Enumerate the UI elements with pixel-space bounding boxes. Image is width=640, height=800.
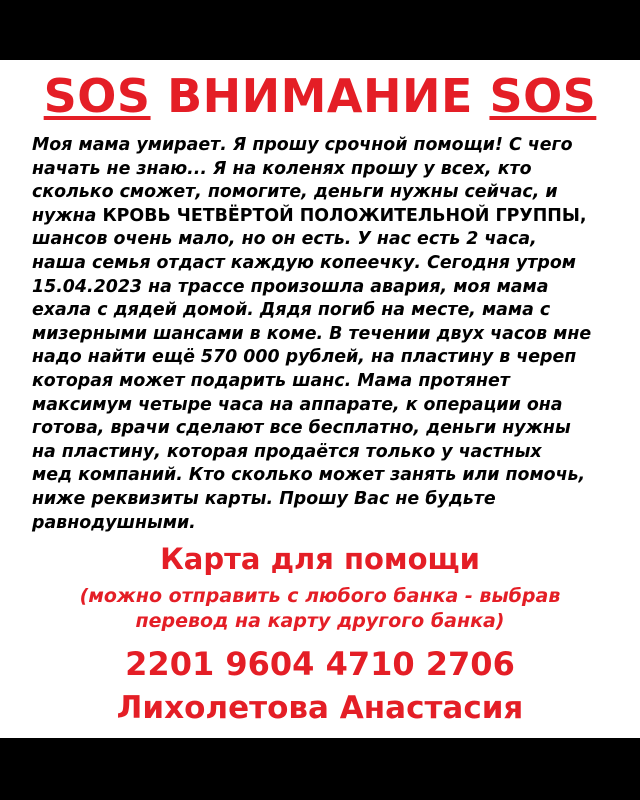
message-line: [32, 205, 632, 229]
card-transfer-note: [0, 584, 640, 634]
message-line: мизерными шансами в коме. В течении двух часов мне: [32, 323, 592, 344]
message-line: равнодушными.: [32, 512, 196, 533]
message-line: на пластину, которая продаётся только у частных: [32, 441, 542, 462]
card-title: Карта для помощи: [160, 542, 480, 576]
message-line: которая может подарить шанс. Мама протянет: [32, 370, 510, 391]
headline: [0, 68, 640, 124]
message-line: наша семья отдаст каждую копеечку. Сегодня утром: [32, 252, 576, 273]
message-line: надо найти ещё 570 000 рублей, на пластину в череп: [32, 347, 577, 368]
message-line: мед компаний. Кто сколько может занять или помочь,: [32, 465, 586, 486]
sos-poster: [0, 60, 640, 738]
message-line-prefix: нужна: [32, 205, 103, 226]
appeal-message: [32, 134, 632, 535]
message-line: готова, врачи сделают все бесплатно, деньги нужны: [32, 418, 571, 439]
message-line: максимум четыре часа на аппарате, к операции она: [32, 394, 563, 415]
sos-left-label: SOS: [43, 69, 151, 123]
message-line: ниже реквизиты карты. Прошу Вас не будьте: [32, 488, 496, 509]
blood-group-text: КРОВЬ ЧЕТВЁРТОЙ ПОЛОЖИТЕЛЬНОЙ ГРУППЫ,: [102, 205, 587, 226]
message-line: начать не знаю... Я на коленях прошу у всех, кто: [32, 158, 532, 179]
card-note-line: перевод на карту другого банка): [135, 610, 505, 632]
message-line: сколько сможет, помогите, деньги нужны сейчас, и: [32, 182, 558, 203]
message-line: ехала с дядей домой. Дядя погиб на месте, мама с: [32, 300, 551, 321]
message-line: 15.04.2023 на трассе произошла авария, моя мама: [32, 276, 549, 297]
card-note-line: (можно отправить с любого банка - выбрав: [79, 585, 561, 607]
message-line: Моя мама умирает. Я прошу срочной помощи! С чего: [32, 135, 573, 155]
card-holder-name: Лихолетова Анастасия: [116, 690, 524, 726]
message-line: шансов очень мало, но он есть. У нас есть 2 часа,: [32, 229, 537, 250]
sos-right-label: SOS: [489, 69, 597, 123]
attention-label: ВНИМАНИЕ: [167, 69, 473, 123]
card-number: 2201 9604 4710 2706: [125, 645, 515, 683]
